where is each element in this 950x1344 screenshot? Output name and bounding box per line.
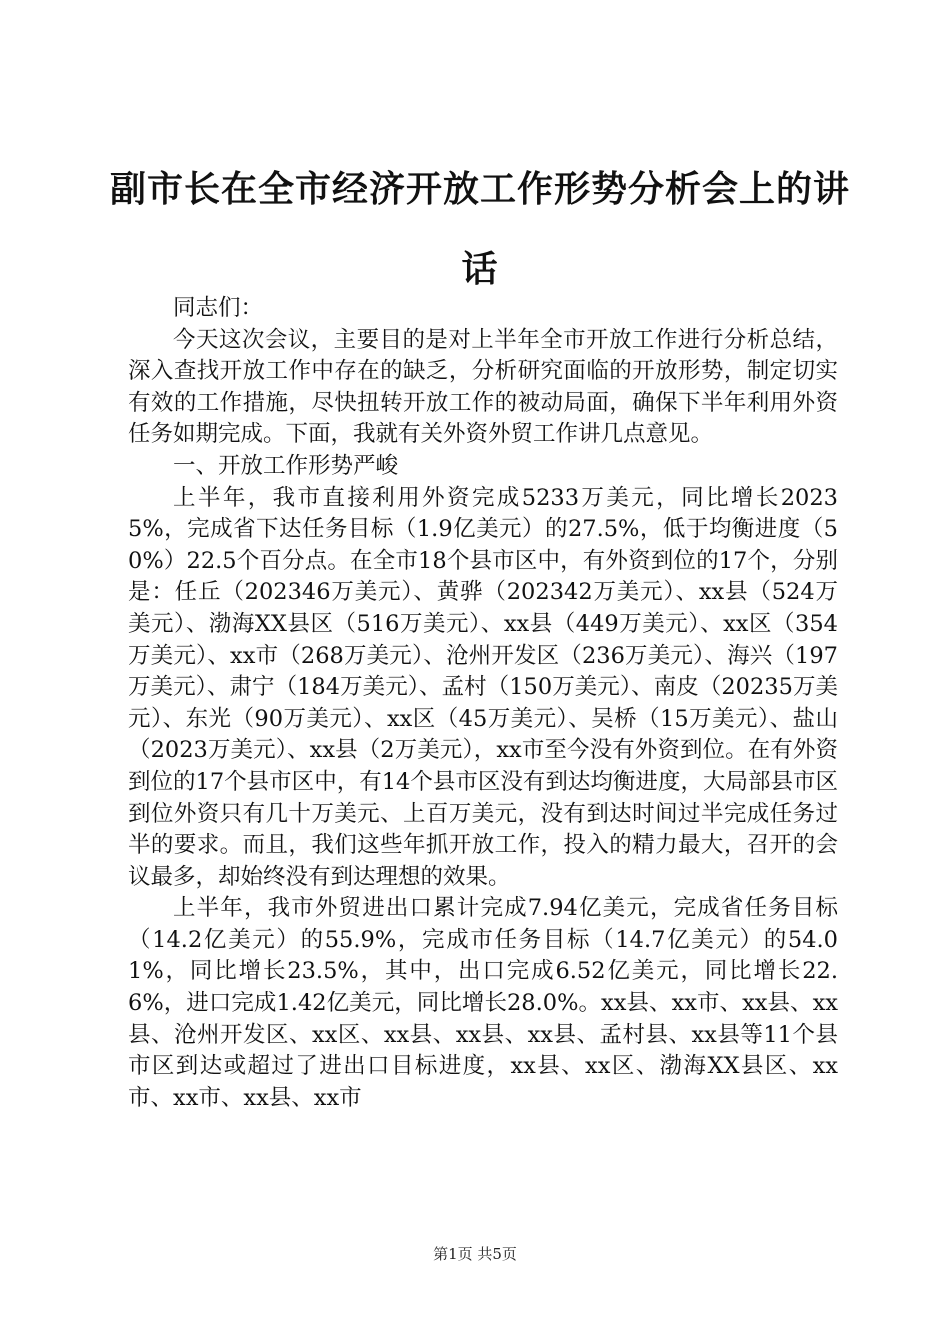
foreign-trade-paragraph: 上半年，我市外贸进出口累计完成7.94亿美元，完成省任务目标（14.2亿美元）的55.9%，完成市任务目标（14.7亿美元）的54.01%，同比增长23.5%，其中，出口完成6.52亿美元，同比增长22.6%，进口完成1.42亿美元，同比增长28.0%。xx县、xx市、xx县、xx县、沧州开发区、xx区、xx县、xx县、xx县、孟村县、xx县等11个县市区到达或超过了进出口目标进度，xx县、xx区、渤海XX县区、xx市、xx市、xx县、xx市: [128, 895, 838, 1111]
salutation-paragraph: 同志们：: [173, 295, 264, 321]
page-number-footer: 第1页 共5页: [433, 1245, 517, 1263]
section-heading: 一、开放工作形势严峻: [173, 452, 399, 479]
document-body: [128, 293, 838, 1114]
foreign-investment-paragraph: 上半年，我市直接利用外资完成5233万美元，同比增长20235%，完成省下达任务目标（1.9亿美元）的27.5%，低于均衡进度（50%）22.5个百分点。在全市18个县市区中，有外资到位的17个，分别是：任丘（202346万美元）、黄骅（202342万美元）、xx县（524万美元）、渤海XX县区（516万美元）、xx县（449万美元）、xx区（354万美元）、xx市（268万美元）、沧州开发区（236万美元）、海兴（197万美元）、肃宁（184万美元）、孟村（150万美元）、南皮（20235万美元）、东光（90万美元）、xx区（45万美元）、吴桥（15万美元）、盐山（2023万美元）、xx县（2万美元），xx市至今没有外资到位。在有外资到位的17个县市区中，有14个县市区没有到达均衡进度，大局部县市区到位外资只有几十万美元、上百万美元，没有到达时间过半完成任务过半的要求。而且，我们这些年抓开放工作，投入的精力最大，召开的会议最多，却始终没有到达理想的效果。: [128, 484, 838, 890]
document-title: 副市长在全市经济开放工作形势分析会上的讲话: [110, 169, 851, 290]
intro-paragraph: 今天这次会议，主要目的是对上半年全市开放工作进行分析总结，深入查找开放工作中存在的缺乏，分析研究面临的开放形势，制定切实有效的工作措施，尽快扭转开放工作的被动局面，确保下半年利用外资任务如期完成。下面，我就有关外资外贸工作讲几点意见。: [128, 326, 838, 448]
